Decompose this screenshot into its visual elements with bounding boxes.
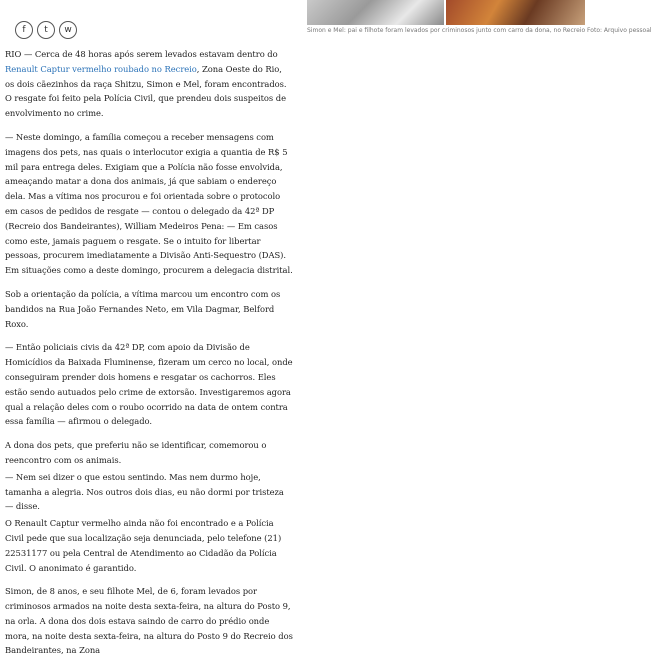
facebook-share-icon[interactable]: f <box>15 21 33 39</box>
article-photo <box>307 0 585 25</box>
article-paragraph-6: — Nem sei dizer o que estou sentindo. Mas nem durmo hoje, tamanha a alegria. Nos outros dois dias, eu não dormi por tristeza — disse. <box>5 471 284 512</box>
article-paragraph-2: — Neste domingo, a família começou a receber mensagens com imagens dos pets, nas quais o interlocutor exigia a quantia de R$ 5 mil para entrega deles. Exigiam que a Polícia não fosse envolvida, ameaçando matar a dona dos animais, já que sabiam o endereço dela. Mas a vítima nos procurou e foi orientada sobre o protocolo em casos de pedidos de resgate — contou o delegado da 42ª DP (Recreio dos Bandeirantes), William Medeiros Pena: — Em casos como este, jamais paguem o resgate. Se o intuito for libertar pessoas, procurem imediatamente a Divisão Anti-Sequestro (DAS). Em situações como a deste domingo, procurem a delegacia distrital. <box>5 131 293 276</box>
paragraph-1-text-before-link: RIO — Cerca de 48 horas após serem levados estavam dentro do <box>5 49 278 59</box>
twitter-share-icon[interactable]: t <box>37 21 55 39</box>
article-paragraph-3: Sob a orientação da polícia, a vítima marcou um encontro com os bandidos na Rua João Fernandes Neto, em Vila Dagmar, Belford Roxo. <box>5 288 281 329</box>
share-bar <box>15 21 77 39</box>
article-body <box>5 47 293 667</box>
photo-dogs-right <box>446 0 585 25</box>
article-paragraph-1 <box>5 47 293 121</box>
photo-caption: Simon e Mel: pai e filhote foram levados por criminosos junto com carro da dona, no Recreio Foto: Arquivo pessoal <box>307 27 652 34</box>
article-paragraph-8: Simon, de 8 anos, e seu filhote Mel, de 6, foram levados por criminosos armados na noite desta sexta-feira, na altura do Posto 9, na orla. A dona dos dois estava saindo de carro do prédio onde mora, na noite desta sexta-feira, na altura do Posto 9 do Recreio dos Bandeirantes, na Zona <box>5 586 293 656</box>
whatsapp-share-icon[interactable]: w <box>59 21 77 39</box>
photo-dogs-left <box>307 0 444 25</box>
article-paragraph-7: O Renault Captur vermelho ainda não foi encontrado e a Polícia Civil pede que sua localização seja denunciada, pelo telefone (21) 22531177 ou pela Central de Atendimento ao Cidadão da Polícia Civil. O anonimato é garantido. <box>5 518 282 573</box>
paragraph-1-text-after-link: , Zona Oeste do Rio, os dois cãezinhos da raça Shitzu, Simon e Mel, foram encontrados. O resgate foi feito pela Polícia Civil, que prendeu dois suspeitos de envolvimento no crime. <box>5 63 287 119</box>
article-paragraph-4: — Então policiais civis da 42ª DP, com apoio da Divisão de Homicídios da Baixada Fluminense, fizeram um cerco no local, onde conseguiram prender dois homens e resgatar os cachorros. Eles estão sendo autuados pelo crime de extorsão. Investigaremos agora qual a relação deles com o roubo ocorrido na data de ontem contra essa família — afirmou o delegado. <box>5 342 293 427</box>
article-paragraph-5: A dona dos pets, que preferiu não se identificar, comemorou o reencontro com os animais. <box>5 440 267 465</box>
related-article-link[interactable]: Renault Captur vermelho roubado no Recreio <box>5 63 197 74</box>
